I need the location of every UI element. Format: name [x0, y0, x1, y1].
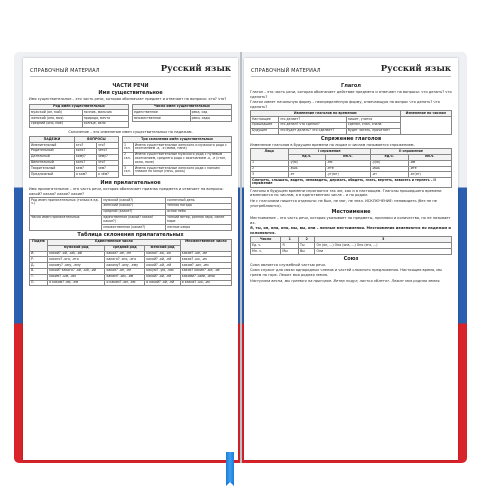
table-header: мн.ч. — [408, 154, 451, 160]
table-cell: какой? -ой, -ый, -ий — [48, 251, 105, 257]
cases-table — [29, 136, 119, 178]
table-cell: Вы — [299, 249, 315, 255]
table-cell: Имена существительные женского и мужского рода с окончанием -а, -я (мама, папа) — [133, 143, 231, 153]
table-cell: 1 — [251, 160, 289, 166]
table-cell: какое? -ое, -ее — [105, 251, 145, 257]
table-cell: Именительный — [30, 143, 75, 149]
table-cell: средний (какое?) — [102, 209, 166, 215]
notebook-cover — [14, 52, 467, 463]
table-cell: кому? — [74, 154, 96, 160]
table-cell: ночник, мальчик — [82, 110, 128, 116]
table-cell: природа, мечта — [82, 116, 128, 122]
table-cell: Имена существительные мужского рода с нулевым окончанием, среднего рода с окончанием -о, -е (стол, окно, поле) — [133, 152, 231, 165]
table-header: 1 — [281, 237, 299, 243]
table-cell: кого? — [74, 160, 96, 166]
table-header: мн.ч. — [325, 154, 370, 160]
conjunction-body: Союз служит для связи однородных членов и частей сложного предложения. Настоящее время, мы греем на горе. Лежит моя родная земля. — [250, 268, 442, 278]
notebook-spine — [240, 52, 242, 463]
table-cell: Прошедшее — [251, 122, 279, 128]
table-row — [30, 121, 129, 127]
verb-text: Глагол – это часть речи, которая обозначает действие предмета и отвечает на вопросы: что делать? что сделать? — [250, 90, 452, 99]
conjunction-text: Союз является служебной частью речи. — [250, 262, 326, 267]
number-table — [132, 104, 232, 122]
table-cell: Они — [315, 249, 452, 255]
table-header: Множественное число — [180, 239, 231, 251]
table-cell: солнечный день — [166, 198, 232, 204]
table-cell: единственное — [133, 110, 191, 116]
table-cell: о чём? — [96, 172, 118, 178]
table-cell: В. — [30, 268, 48, 274]
table-cell: какие? -ые, -ие — [180, 251, 231, 257]
table-cell: сделал, спал, спала — [346, 122, 400, 128]
table-header: ПАДЕЖИ — [30, 137, 75, 143]
table-cell: -у(ю) — [288, 160, 325, 166]
table-cell: о ком? — [74, 172, 96, 178]
right-page-content — [250, 82, 452, 456]
table-header: II спряжение — [370, 149, 451, 155]
table-cell: Настоящее — [251, 117, 279, 123]
adjective-declension-body — [30, 251, 232, 286]
table-cell: каким? -ым, -им — [180, 263, 231, 269]
table-cell: теплая погода — [166, 203, 232, 209]
table-cell: что? — [96, 160, 118, 166]
parts-of-speech-title: ЧАСТИ РЕЧИ — [112, 83, 149, 89]
table-cell: что делал? что сделал? — [278, 122, 346, 128]
table-cell: -ем — [325, 160, 370, 166]
adjective-title: Имя прилагательное — [100, 179, 161, 186]
table-cell: лесные озера — [166, 225, 232, 231]
table-cell: ясное небо — [166, 209, 232, 215]
table-cell: пишет, учится — [346, 117, 400, 123]
table-row — [30, 215, 232, 225]
right-header-title: Русский язык — [380, 64, 451, 74]
table-cell: средний (оно, моё) — [30, 121, 83, 127]
table-cell: какой? -ой, -ей — [145, 274, 181, 280]
table-cell: множественное — [133, 116, 191, 122]
table-cell: Он (он, ...) Она (она, ...) Оно (его, ...) — [315, 243, 452, 249]
right-page — [244, 58, 458, 460]
table-header: 2 — [299, 237, 315, 243]
tense-table-title: Изменение глаголов по временам — [251, 111, 401, 117]
table-cell: Число имен прилагательных — [30, 215, 102, 230]
table-cell: множественное (какие?) — [102, 225, 166, 231]
table-cell: Мы — [281, 249, 299, 255]
table-cell: Творительный — [30, 166, 75, 172]
table-cell: кем? — [74, 166, 96, 172]
table-cell: какому? -ому, -ему — [48, 263, 105, 269]
conjugation-body — [251, 160, 452, 177]
table-cell: какой? -ой, -ей — [145, 257, 181, 263]
table-cell: Ты — [299, 243, 315, 249]
table-cell: каким? -ым, -им — [105, 274, 145, 280]
left-page — [23, 58, 238, 460]
table-cell: -ете — [325, 166, 370, 172]
table-cell: будет читать, прочитает — [346, 128, 400, 134]
table-cell: И. — [30, 251, 48, 257]
left-page-content — [29, 82, 232, 456]
table-cell: Я — [281, 243, 299, 249]
tense-number-title: Изменение по числам — [400, 111, 452, 117]
table-cell: кто? — [74, 143, 96, 149]
table-cell: Предложный — [30, 172, 75, 178]
verb-note-2: Не с глаголами пишется отдельно: не был, не мог, не знал. ИСКЛЮЧЕНИЕ: ненавидеть (без не не употребляются). — [250, 198, 437, 208]
pronoun-example: Я, ты, он, она, оно, мы, вы, они – личные местоимения. Местоимения изменяются по падежам и склоняются. — [250, 226, 451, 235]
table-cell: -ишь — [370, 166, 408, 172]
table-cell: 1 скл. — [123, 143, 134, 153]
adjective-declension-title: Таблица склонения прилагательных — [77, 231, 184, 238]
table-row — [123, 143, 232, 153]
table-cell: -им — [408, 160, 451, 166]
table-cell: чему? — [96, 154, 118, 160]
table-cell: мужской (он, мой) — [30, 110, 83, 116]
table-header: средний род — [105, 245, 145, 251]
table-cell: какого? -ого, -его — [105, 257, 145, 263]
right-page-header — [251, 64, 451, 77]
right-header-label: СПРАВОЧНЫЙ МАТЕРИАЛ — [251, 68, 321, 74]
table-cell: Мн. ч. — [251, 249, 281, 255]
table-header: ВОПРОСЫ — [74, 137, 118, 143]
table-cell: -ешь — [288, 166, 325, 172]
table-cell — [400, 117, 452, 134]
table-header: I спряжение — [288, 149, 370, 155]
table-cell: единственное (какой? какая? какое?) — [102, 215, 166, 225]
declensions-table-title: Три склонения имён существительных — [123, 137, 232, 143]
table-cell: чего? — [96, 148, 118, 154]
table-cell: -ет — [288, 172, 325, 178]
table-cell: Д. — [30, 263, 48, 269]
table-cell: солнце, окно — [82, 121, 128, 127]
conjugation-exceptions: Смотреть, слышать, видеть, ненавидеть, держать, обидеть, гнать, вертеть, зависеть и терпеть – II спряжение — [251, 178, 452, 188]
adjective-table — [29, 197, 232, 231]
table-cell: какой? -ой, -ей — [145, 263, 181, 269]
table-cell: какому? -ому, -ему — [105, 263, 145, 269]
adjective-declension-table — [29, 239, 232, 286]
pronoun-text: Местоимение – это часть речи, которая указывает на предметы, признаки и количество, но не называет их. — [250, 216, 451, 225]
table-cell: 3 скл. — [123, 166, 134, 176]
table-cell: каким? -ым, -им — [48, 274, 105, 280]
table-cell: о каких? -ых, -их — [180, 280, 231, 286]
table-cell: Ед. ч. — [251, 243, 281, 249]
pronoun-title: Местоимение — [331, 209, 371, 216]
table-row — [30, 280, 232, 286]
table-cell: о какой? -ой, -ей — [145, 280, 181, 286]
table-cell: реки, сады — [190, 116, 231, 122]
table-cell: река, сад — [190, 110, 231, 116]
table-header: ед.ч. — [370, 154, 408, 160]
table-row — [30, 172, 119, 178]
table-cell: П. — [30, 280, 48, 286]
table-cell: Винительный — [30, 160, 75, 166]
table-header: 3 — [315, 237, 452, 243]
table-cell: каких? -ых, -их — [180, 257, 231, 263]
table-cell: каких? какие? -ые, -ие — [180, 268, 231, 274]
table-cell: -у(ю) — [370, 160, 408, 166]
conjugation-title: Спряжение глаголов — [320, 135, 382, 142]
table-cell: кого? — [74, 148, 96, 154]
verb-note-1: Глаголы в будущем времени спрягаются так же, как и в настоящем. Глаголы прошедшего времени изменяются по числам, а в единственном числе – и по родам. — [250, 188, 442, 198]
pronoun-table — [250, 236, 452, 254]
table-header: Единственное число — [48, 239, 181, 245]
bookmark-ribbon[interactable] — [226, 452, 234, 482]
left-page-header — [30, 64, 231, 77]
table-cell: какая? -ая, -яя — [145, 251, 181, 257]
table-cell: Дательный — [30, 154, 75, 160]
gender-table — [29, 104, 129, 128]
table-cell: Т. — [30, 274, 48, 280]
table-cell: какую? -ую, -юю — [145, 268, 181, 274]
number-table-title: Число имен существительных — [133, 104, 232, 110]
adjective-text: Имя прилагательное – это часть речи, которая обозначает признак предмета и отвечает на вопросы: какой? какая? какое? какие? — [29, 186, 224, 196]
table-cell: 2 — [251, 166, 289, 172]
noun-text: Имя существительное – это часть речи, которая обозначает предмет и отвечает на вопросы: кто? что? — [29, 97, 227, 101]
table-cell: -ит — [370, 172, 408, 178]
table-cell: что? — [96, 143, 118, 149]
table-cell: 3 — [251, 172, 289, 178]
table-header: Падеж — [30, 239, 48, 251]
gender-table-title: Род имён существительных — [30, 104, 129, 110]
table-cell: женский (она, моя) — [30, 116, 83, 122]
table-cell: какого? -ого, -его — [48, 257, 105, 263]
table-cell: -ат(ят) — [408, 172, 451, 178]
table-cell: Имена существительные женского рода с мягким знаком на конце (ночь, рожь) — [133, 166, 231, 176]
conjunction-title: Союз — [343, 255, 359, 262]
table-cell: о каком? -ом, -ем — [105, 280, 145, 286]
conjugation-table — [250, 148, 452, 188]
declension-note: Склонение – это изменение имен существительных по падежам. — [68, 129, 193, 134]
conjunction-example: Наступила весна, мы греемся на пригорке. Ветер подул, листья облетят. Лежит моя родная земля. — [250, 278, 441, 283]
table-cell: -ут(ют) — [325, 172, 370, 178]
table-cell: мужской (какой?) — [102, 198, 166, 204]
table-cell: какой? какого? -ой, -ый, -ий — [48, 268, 105, 274]
table-cell: 2 скл. — [123, 152, 134, 165]
table-header: мужской род — [48, 245, 105, 251]
table-header: ед.ч. — [288, 154, 325, 160]
verb-note: Глагол имеет начальную форму – неопределённую форму, отвечающую на вопрос что делать? что сделать? — [250, 100, 440, 109]
noun-title: Имя существительное — [98, 90, 163, 96]
table-cell: что делает? — [278, 117, 346, 123]
verb-title: Глагол — [341, 83, 361, 89]
left-header-title: Русский язык — [160, 64, 231, 74]
conjugation-text: Изменение глаголов в будущем времени по лицам и числам называется спряжением. — [250, 142, 415, 147]
noun-tables — [29, 103, 232, 129]
left-header-label: СПРАВОЧНЫЙ МАТЕРИАЛ — [30, 68, 100, 74]
table-cell: Родительный — [30, 148, 75, 154]
table-cell: женский (какая?) — [102, 203, 166, 209]
table-cell: что будет делать? что сделает? — [278, 128, 346, 134]
table-cell: -ите — [408, 166, 451, 172]
table-cell: Род имен прилагательных (только в ед. ч.) — [30, 198, 102, 215]
declensions-table — [122, 136, 232, 175]
table-cell: Р. — [30, 257, 48, 263]
table-header: женский род — [145, 245, 181, 251]
table-cell: чем? — [96, 166, 118, 172]
table-cell: какими? -ыми, -ими — [180, 274, 231, 280]
table-row — [133, 116, 232, 122]
table-cell: Будущее — [251, 128, 279, 134]
table-cell: какое? -ое, -ее — [105, 268, 145, 274]
tense-table — [250, 110, 452, 134]
table-header: Число — [251, 237, 281, 243]
table-cell: тонкий ветер, ранняя заря, синее море — [166, 215, 232, 225]
table-row — [123, 166, 232, 176]
table-header: Лицо — [251, 149, 289, 161]
table-row — [251, 249, 452, 255]
table-cell: о каком? -ом, -ем — [48, 280, 105, 286]
table-row — [123, 152, 232, 165]
case-tables — [29, 135, 232, 179]
